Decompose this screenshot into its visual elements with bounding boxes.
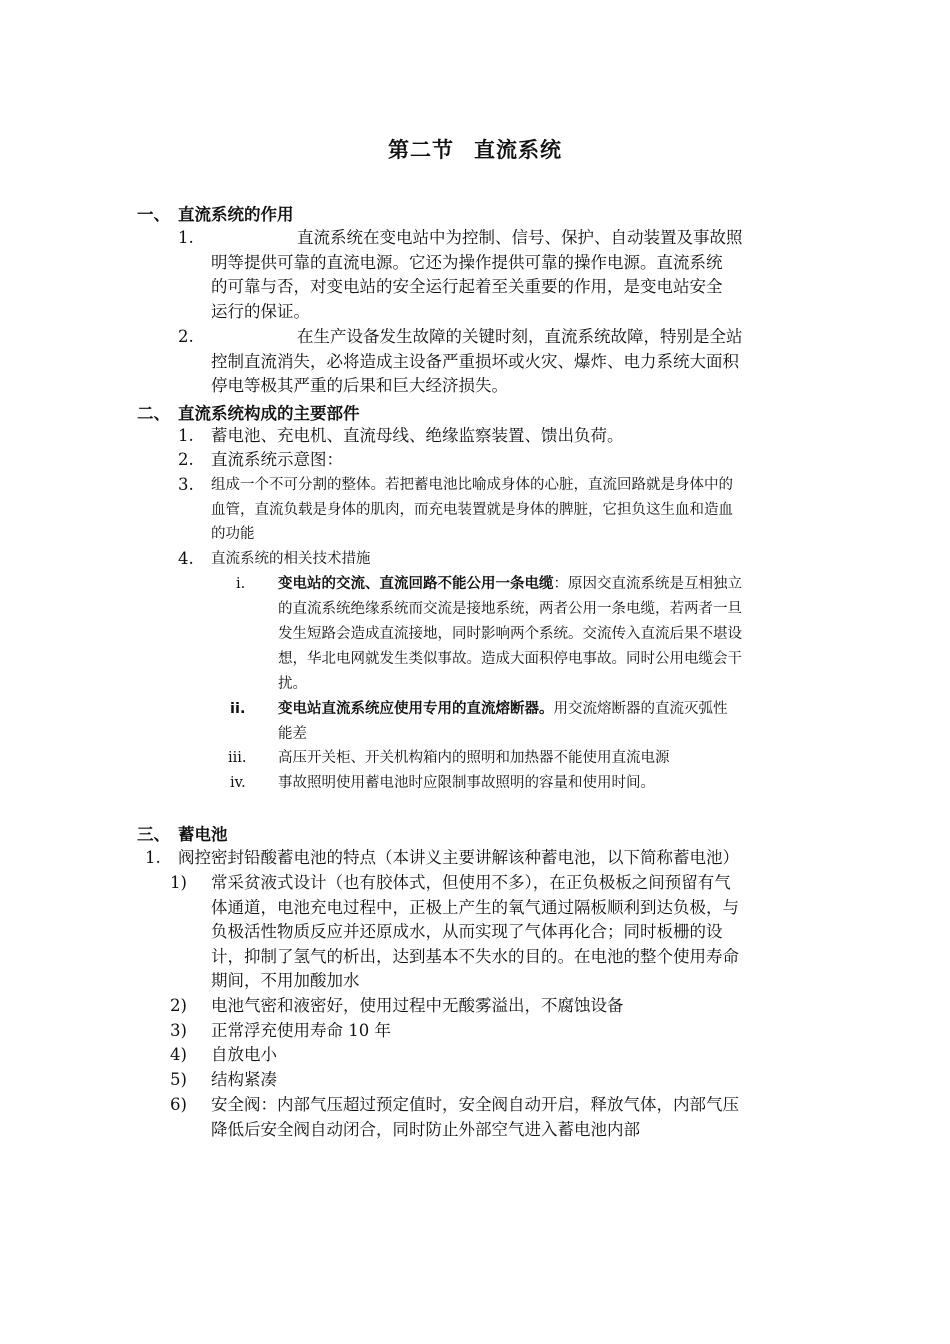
list-number: 2.	[178, 450, 194, 469]
list-item-text: 事故照明使用蓄电池时应限制事故照明的容量和使用时间。	[278, 775, 655, 791]
paragraph-line: 计，抑制了氢气的析出，达到基本不失水的目的。在电池的整个使用寿命	[211, 947, 739, 966]
paragraph-line	[278, 572, 742, 596]
paragraph-line: 期间，不用加酸加水	[211, 971, 360, 990]
paragraph-line: 控制直流消失，必将造成主设备严重损坏或火灾、爆炸、电力系统大面积	[211, 352, 739, 371]
paragraph-line	[278, 697, 728, 721]
section-number: 三、	[137, 825, 170, 844]
list-number: 3)	[170, 1021, 187, 1040]
paragraph-line: 组成一个不可分割的整体。若把蓄电池比喻成身体的心脏，直流回路就是身体中的	[211, 477, 733, 493]
title-text: 直流系统	[474, 138, 562, 162]
paragraph-line: 发生短路会造成直流接地，同时影响两个系统。交流传入直流后果不堪设	[278, 626, 742, 642]
list-item-text: 阀控密封铅酸蓄电池的特点（本讲义主要讲解该种蓄电池，以下简称蓄电池）	[178, 848, 739, 867]
page-title	[0, 134, 950, 164]
paragraph-line: 的功能	[211, 526, 255, 542]
list-item-text: 电池气密和液密好，使用过程中无酸雾溢出，不腐蚀设备	[211, 996, 624, 1015]
list-number: 1.	[178, 228, 194, 247]
list-item-text: 蓄电池、充电机、直流母线、绝缘监察装置、馈出负荷。	[211, 426, 624, 445]
paragraph-line: 体通道，电池充电过程中，正极上产生的氧气通过隔板顺利到达负极，与	[211, 898, 739, 917]
bold-phrase: 变电站直流系统应使用专用的直流熔断器。	[278, 701, 554, 717]
section-number: 二、	[137, 404, 170, 423]
list-item-text: 结构紧凑	[211, 1070, 277, 1089]
line-text: ：原因交直流系统是互相独立	[553, 576, 742, 592]
list-number: 4.	[178, 549, 194, 568]
paragraph-line: 明等提供可靠的直流电源。它还为操作提供可靠的操作电源。直流系统	[211, 253, 723, 272]
line-text: 用交流熔断器的直流灭弧性	[553, 701, 728, 717]
list-item-text: 自放电小	[211, 1045, 277, 1064]
section-number: 一、	[137, 205, 170, 224]
roman-number: i.	[236, 576, 246, 592]
paragraph-line: 常采贫液式设计（也有胶体式，但使用不多），在正负极板之间预留有气	[211, 873, 731, 892]
list-number: 4)	[170, 1045, 187, 1064]
paragraph-line: 扰。	[278, 676, 307, 692]
title-section-number: 第二节	[388, 138, 454, 162]
paragraph-line: 降低后安全阀自动闭合，同时防止外部空气进入蓄电池内部	[211, 1120, 640, 1139]
paragraph-line: 能差	[278, 726, 307, 742]
section-heading: 蓄电池	[178, 825, 228, 844]
roman-number: iii.	[228, 750, 247, 766]
paragraph-line: 安全阀：内部气压超过预定值时，安全阀自动开启，释放气体，内部气压	[211, 1095, 739, 1114]
section-heading: 直流系统构成的主要部件	[178, 404, 360, 423]
paragraph-line: 的可靠与否，对变电站的安全运行起着至关重要的作用，是变电站安全	[211, 277, 723, 296]
list-number: 1)	[170, 873, 187, 892]
paragraph-line: 负极活性物质反应并还原成水，从而实现了气体再化合；同时板栅的设	[211, 922, 723, 941]
paragraph-line: 停电等极其严重的后果和巨大经济损失。	[211, 376, 508, 395]
list-item-text: 直流系统示意图：	[211, 450, 343, 469]
bold-phrase: 变电站的交流、直流回路不能公用一条电缆	[278, 576, 554, 592]
roman-number: iv.	[230, 775, 246, 791]
paragraph-line: 血管，直流负载是身体的肌肉，而充电装置就是身体的脾脏，它担负这生血和造血	[211, 502, 733, 518]
paragraph-line: 运行的保证。	[211, 302, 310, 321]
list-number: 6)	[170, 1095, 187, 1114]
list-item-text: 高压开关柜、开关机构箱内的照明和加热器不能使用直流电源	[278, 750, 670, 766]
list-number: 5)	[170, 1070, 187, 1089]
roman-number: ii.	[230, 701, 246, 717]
section-heading: 直流系统的作用	[178, 205, 294, 224]
paragraph-line: 的直流系统绝缘系统而交流是接地系统，两者公用一条电缆，若两者一旦	[278, 601, 742, 617]
list-number: 3.	[178, 475, 194, 494]
list-item-text: 正常浮充使用寿命 10 年	[211, 1021, 391, 1040]
list-number: 1.	[145, 848, 161, 867]
list-number: 2)	[170, 996, 187, 1015]
paragraph-line: 直流系统在变电站中为控制、信号、保护、自动装置及事故照	[297, 228, 743, 247]
list-number: 2.	[178, 327, 194, 346]
list-item-text: 直流系统的相关技术措施	[211, 551, 371, 567]
paragraph-line: 想，华北电网就发生类似事故。造成大面积停电事故。同时公用电缆会干	[278, 651, 742, 667]
paragraph-line: 在生产设备发生故障的关键时刻，直流系统故障，特别是全站	[297, 327, 743, 346]
list-number: 1.	[178, 426, 194, 445]
